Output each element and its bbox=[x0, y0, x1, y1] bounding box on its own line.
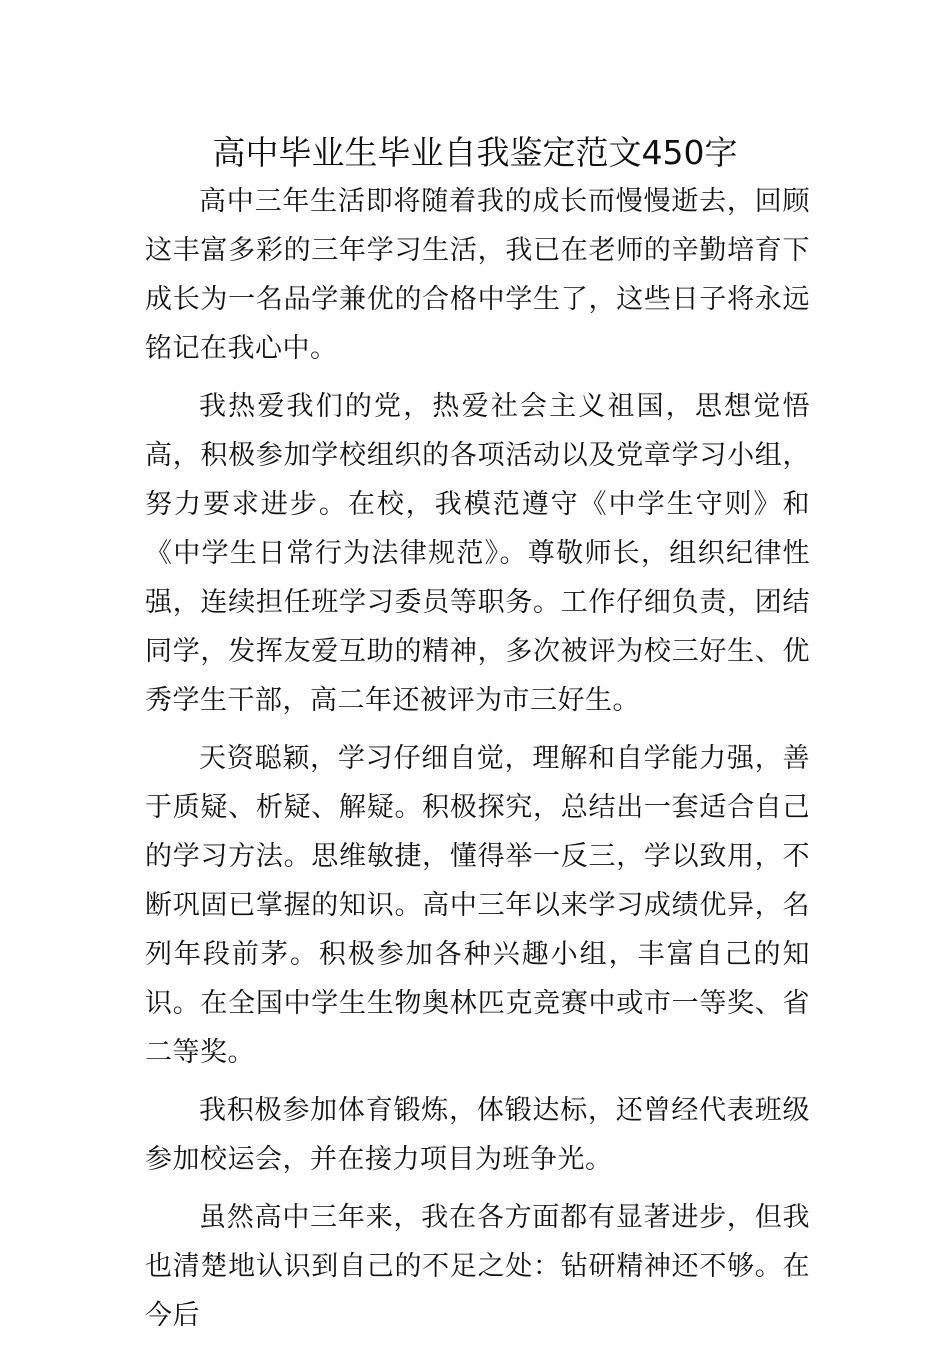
paragraph-2: 我热爱我们的党，热爱社会主义祖国，思想觉悟高，积极参加学校组织的各项活动以及党章学习小组，努力要求进步。在校，我模范遵守《中学生守则》和《中学生日常行为法律规范》。尊敬师长，组织纪律性强，连续担任班学习委员等职务。工作仔细负责，团结同学，发挥友爱互助的精神，多次被评为校三好生、优秀学生干部，高二年还被评为市三好生。 bbox=[145, 391, 810, 716]
paragraph-5: 虽然高中三年来，我在各方面都有显著进步，但我也清楚地认识到自己的不足之处：钻研精神还不够。在今后 bbox=[145, 1202, 810, 1331]
document-body bbox=[145, 177, 810, 1349]
paragraph-1: 高中三年生活即将随着我的成长而慢慢逝去，回顾这丰富多彩的三年学习生活，我已在老师的辛勤培育下成长为一名品学兼优的合格中学生了，这些日子将永远铭记在我心中。 bbox=[145, 186, 810, 364]
paragraph-3: 天资聪颖，学习仔细自觉，理解和自学能力强，善于质疑、析疑、解疑。积极探究，总结出一套适合自己的学习方法。思维敏捷，懂得举一反三，学以致用，不断巩固已掌握的知识。高中三年以来学习成绩优异，名列年段前茅。积极参加各种兴趣小组，丰富自己的知识。在全国中学生生物奥林匹克竞赛中或市一等奖、省二等奖。 bbox=[145, 743, 810, 1068]
document-title: 高中毕业生毕业自我鉴定范文450字 bbox=[212, 133, 738, 172]
paragraph-4: 我积极参加体育锻炼，体锻达标，还曾经代表班级参加校运会，并在接力项目为班争光。 bbox=[145, 1095, 810, 1175]
